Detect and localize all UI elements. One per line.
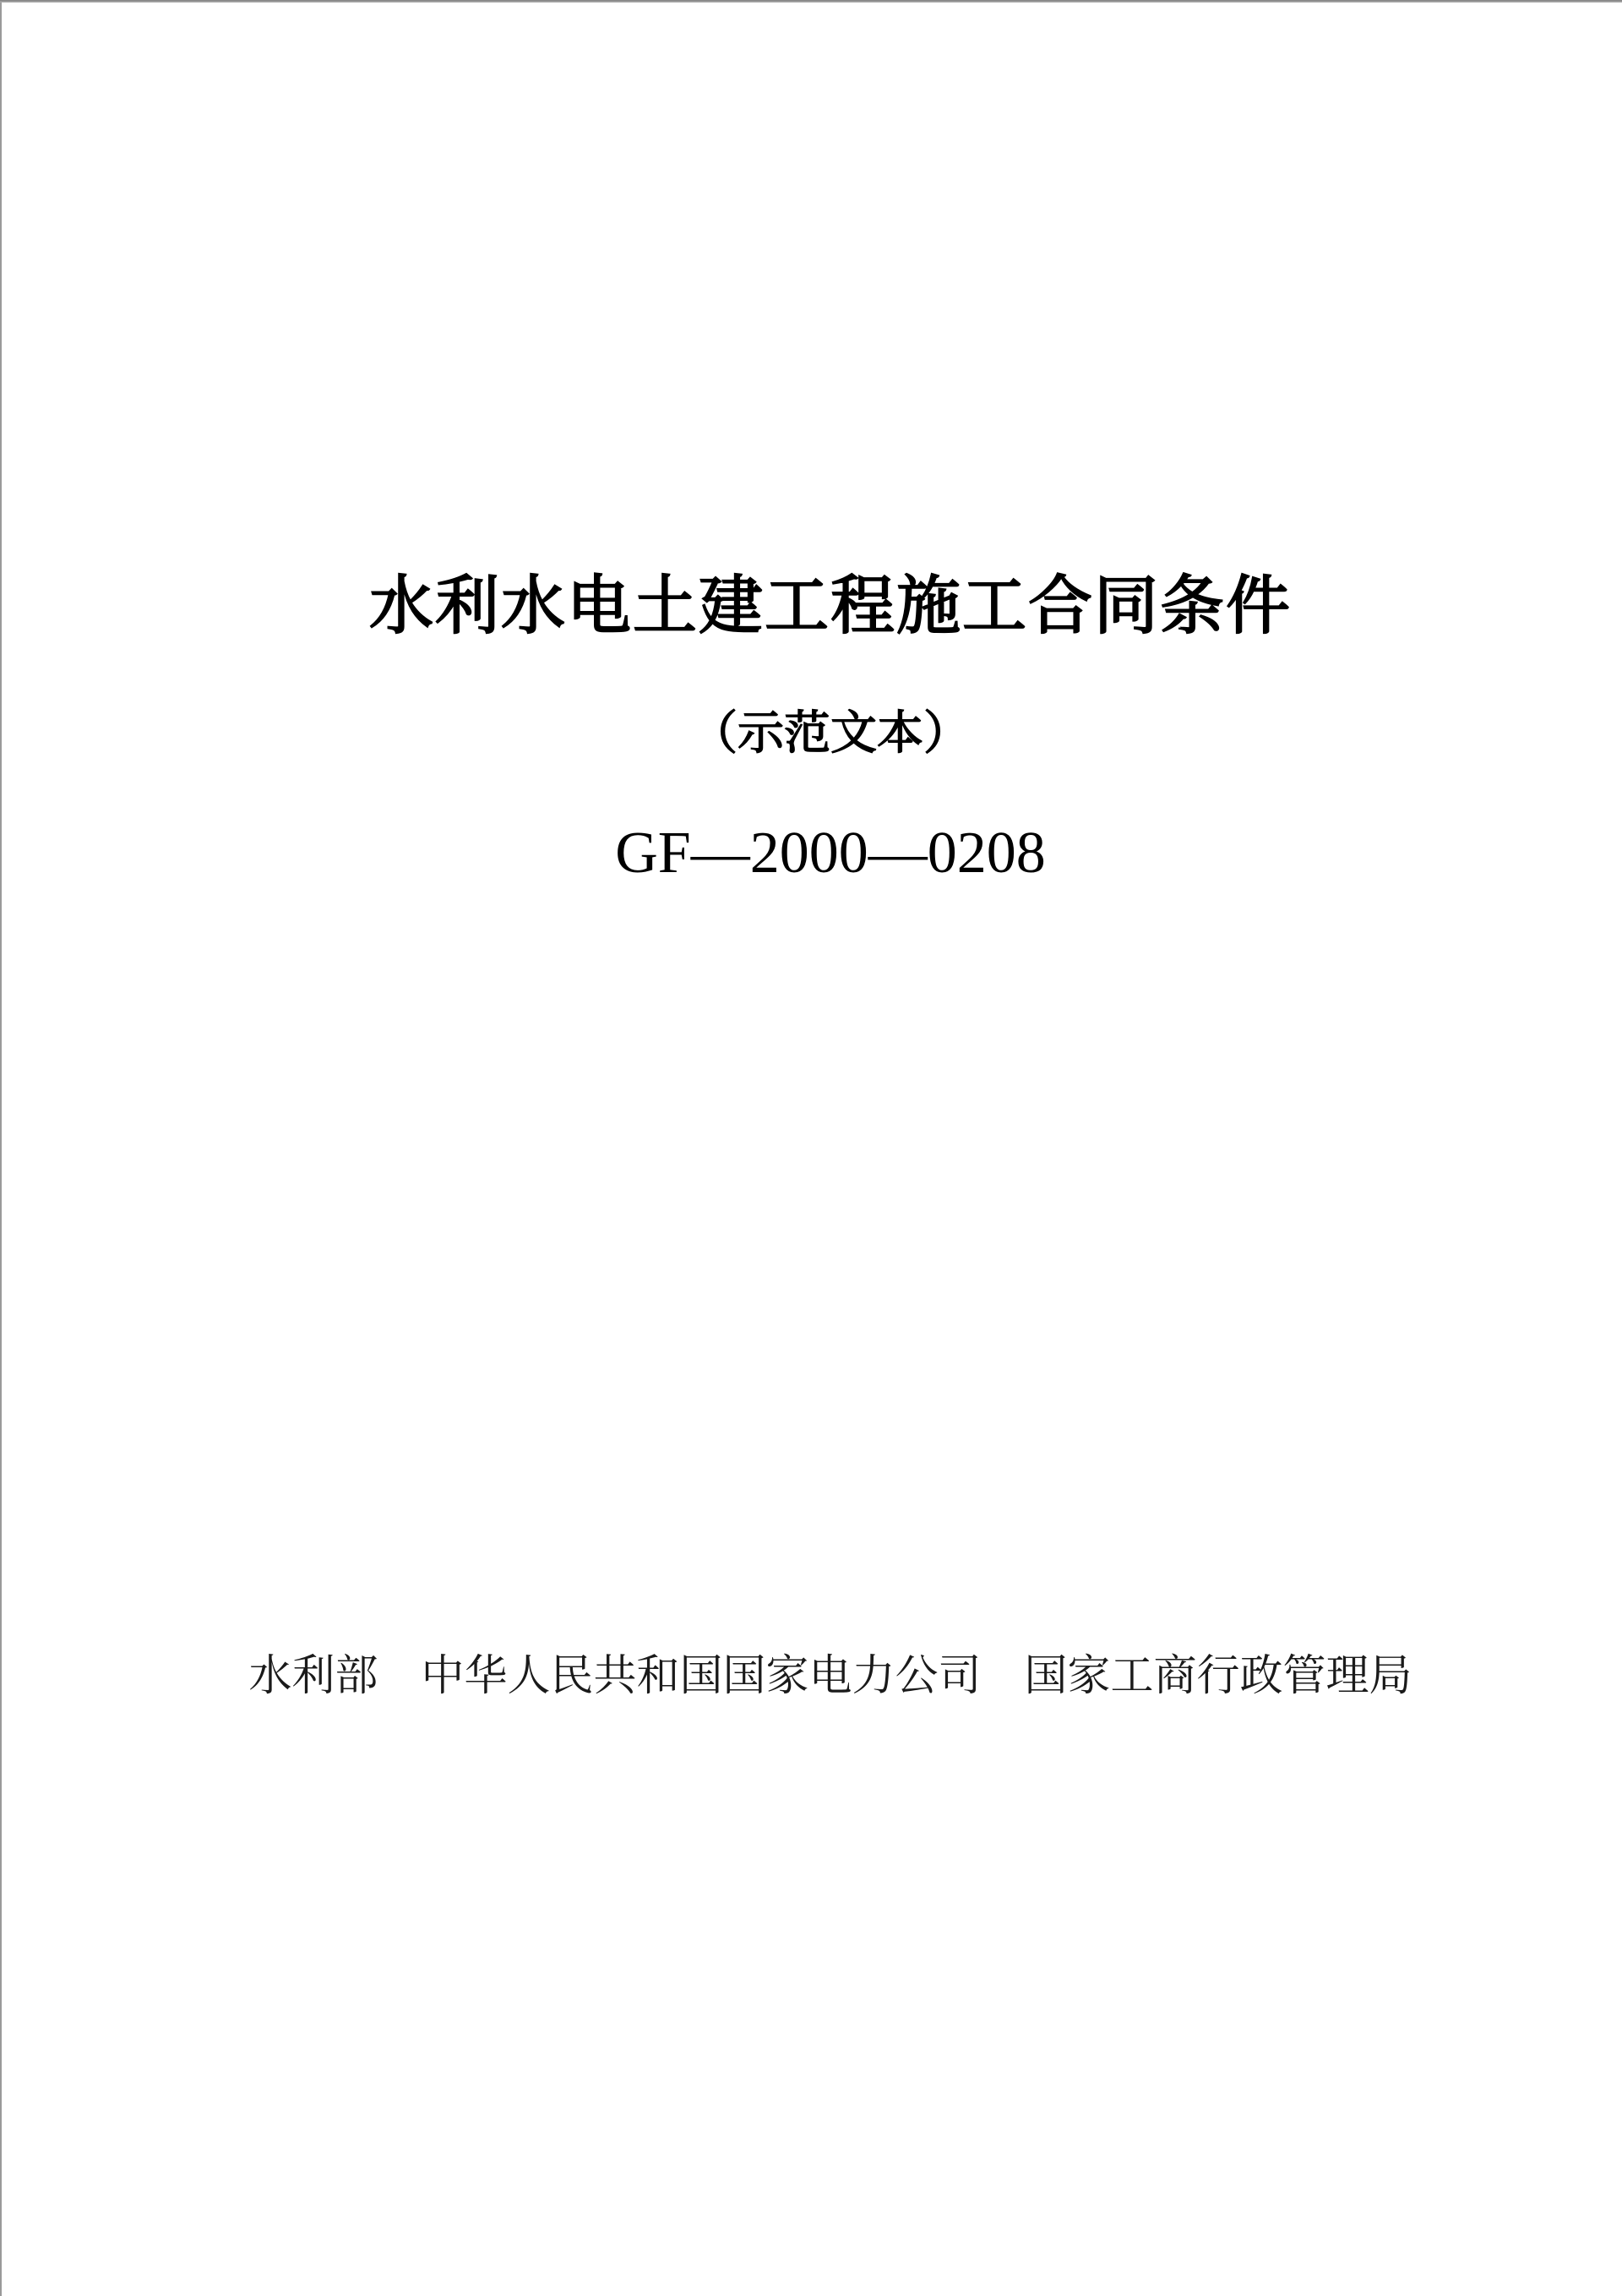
document-cover-page xyxy=(19,0,1622,2296)
document-title: 水利水电土建工程施工合同条件 xyxy=(369,570,1292,642)
issuing-authorities: 水利部 中华人民共和国国家电力公司 国家工商行政管理局 xyxy=(248,1653,1412,1700)
page-left-edge xyxy=(0,3,2,2296)
document-number: GF—2000—0208 xyxy=(615,821,1046,886)
document-subtitle: （示范文本） xyxy=(690,706,970,759)
